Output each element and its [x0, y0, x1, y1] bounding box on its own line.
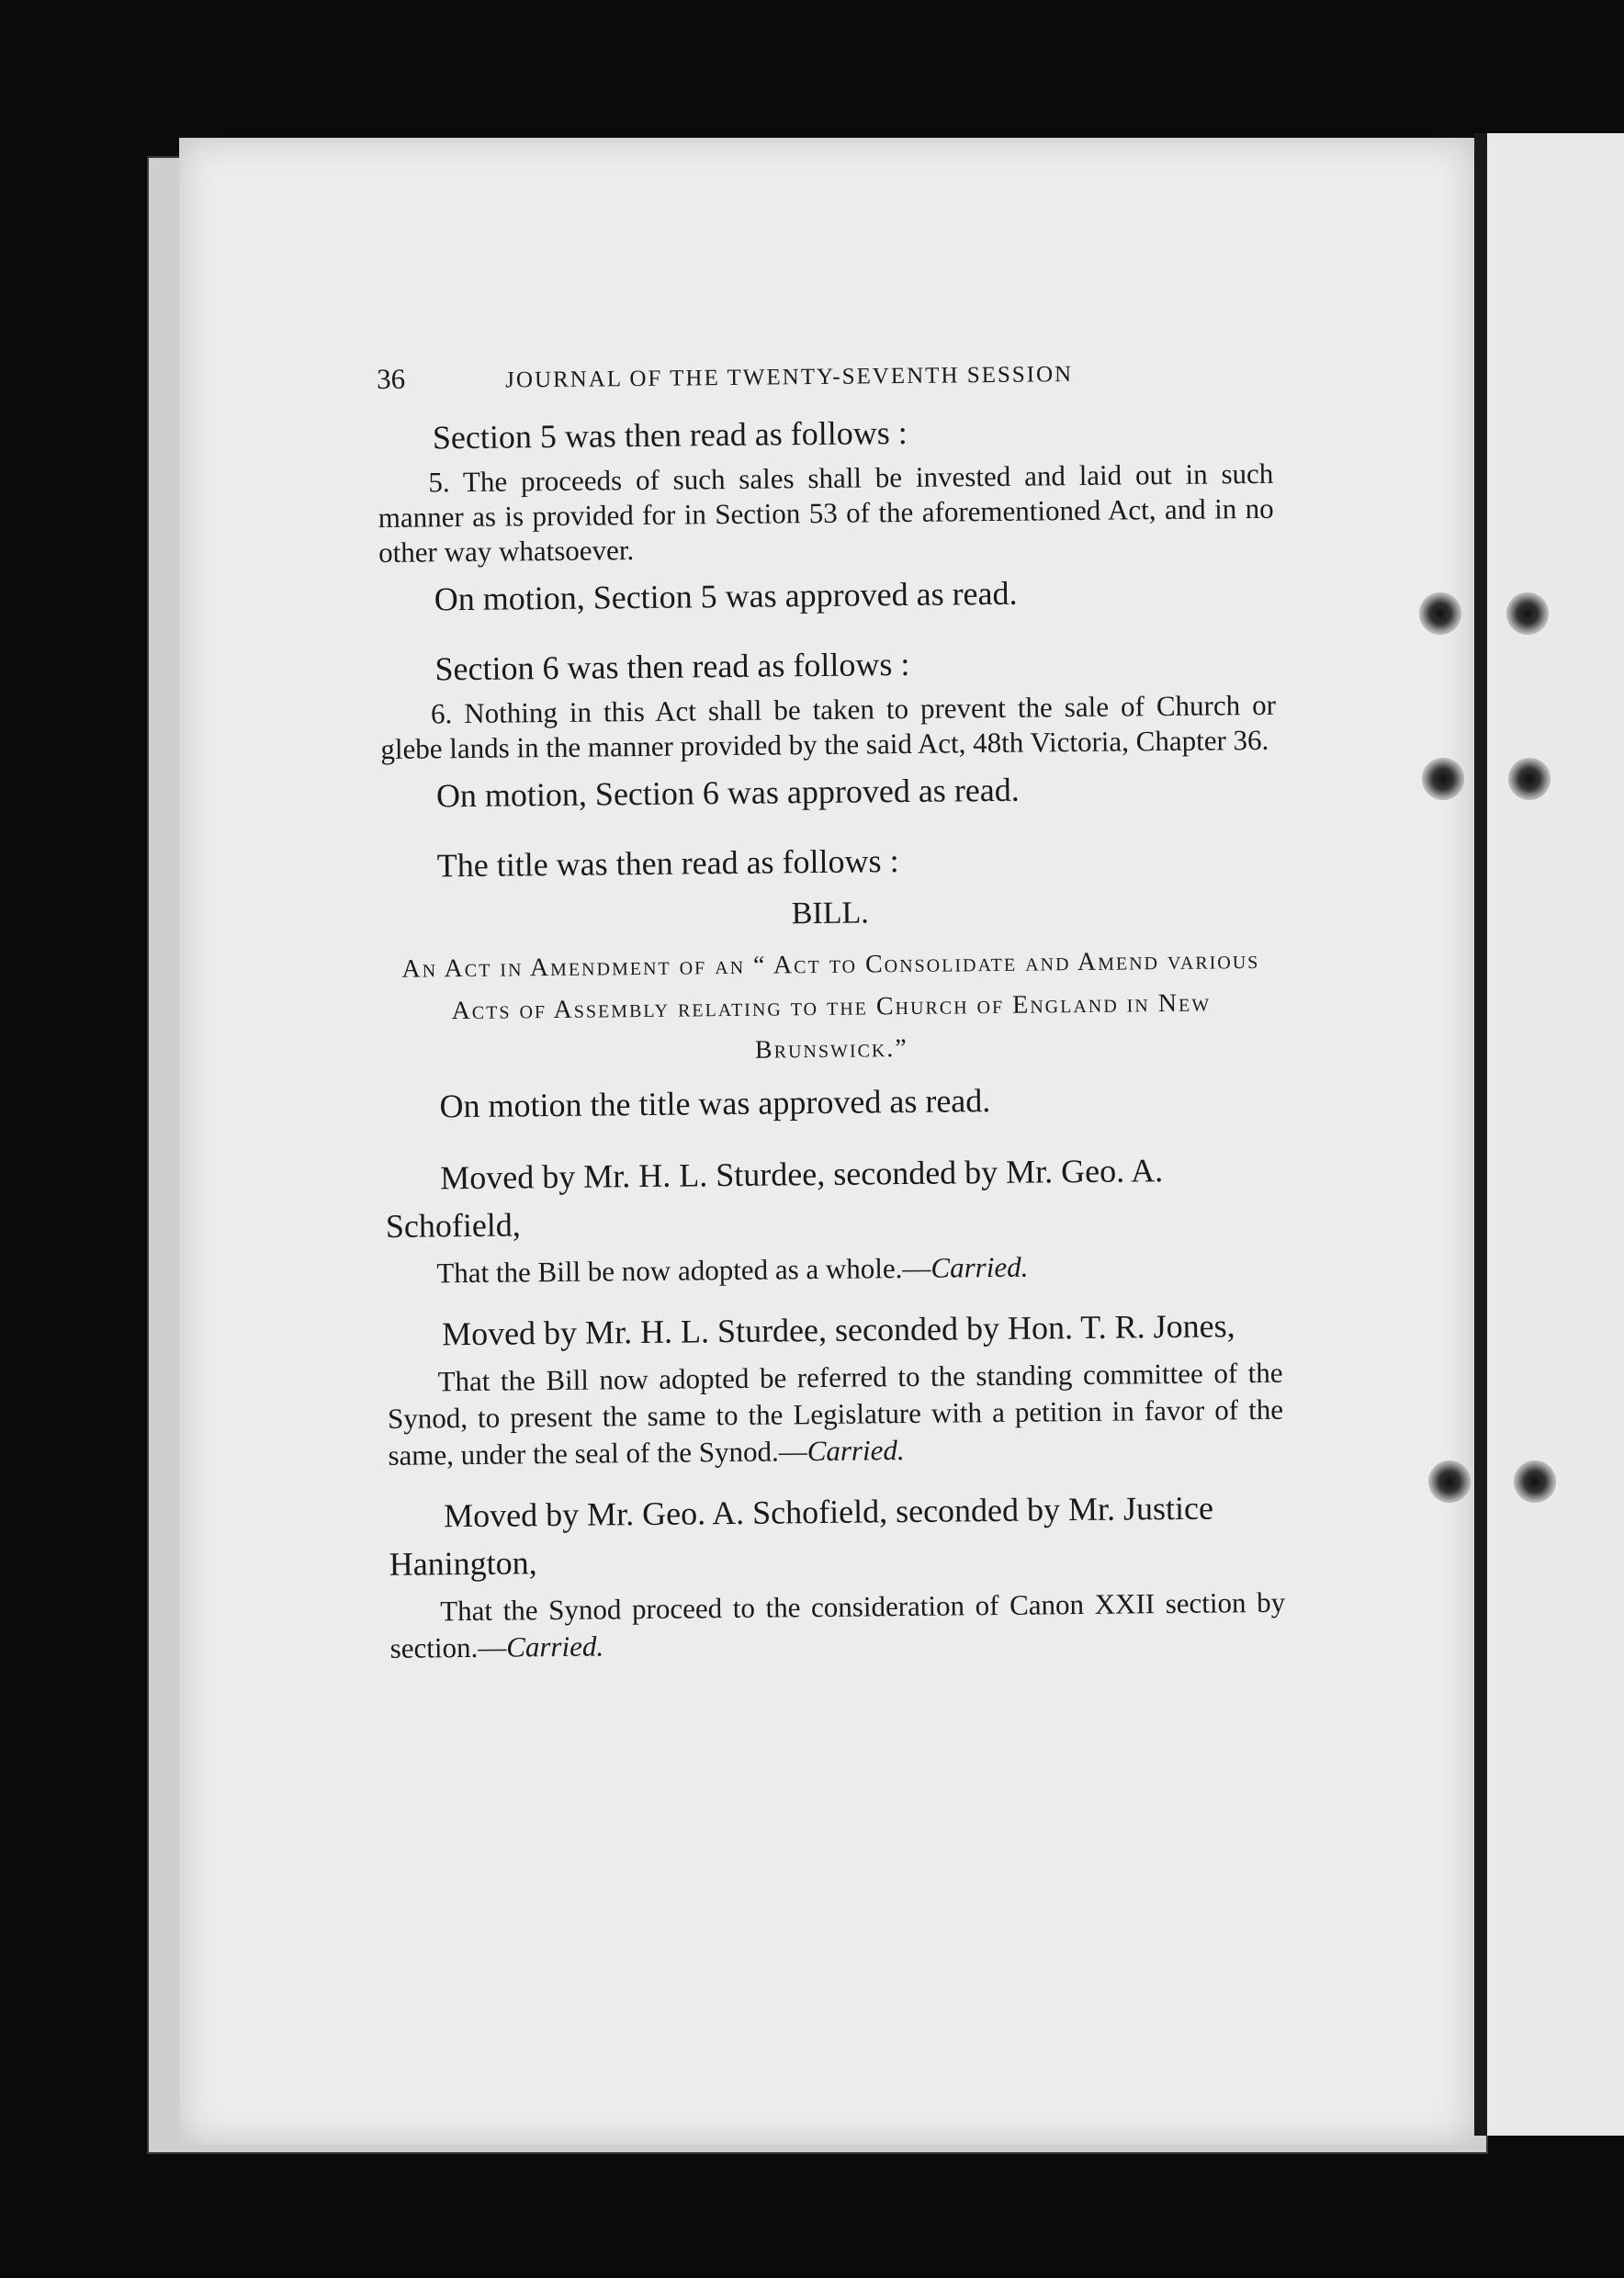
motion-1-moved: Moved by Mr. H. L. Sturdee, seconded by Mr. Geo. A. Schofield, [385, 1152, 1164, 1245]
motion-3-resolution: That the Synod proceed to the consideration of Canon XXII section by section.—Carried. [389, 1585, 1286, 1664]
binding-hole [1514, 1460, 1556, 1503]
section5-motion: On motion, Section 5 was approved as read. [434, 574, 1018, 618]
bill-heading: BILL. [791, 896, 870, 931]
title-motion: On motion the title was approved as read. [439, 1082, 991, 1125]
section6-body: Nothing in this Act shall be taken to prevent the sale of Church or glebe lands in the manner provided by the said Act, 48th Victoria, Chapter 36. [380, 688, 1277, 765]
binding-hole [1422, 758, 1464, 800]
binding-hole [1506, 592, 1549, 635]
section6-intro: Section 6 was then read as follows : [434, 645, 910, 688]
motion-2-resolution: That the Bill now adopted be referred to the standing committee of the Synod, to present the same to the Legislature with a petition in favor of the same, under the seal of the Synod.—Carried. [387, 1356, 1284, 1472]
motion-2-moved: Moved by Mr. H. L. Sturdee, seconded by Hon. T. R. Jones, [441, 1307, 1235, 1353]
section6-motion: On motion, Section 6 was approved as read. [435, 771, 1020, 815]
section5-number: 5. [428, 466, 450, 499]
carried-label: Carried. [806, 1434, 905, 1468]
motion-1-resolution: That the Bill be now adopted as a whole.—Carried. [436, 1250, 1029, 1290]
binding-hole [1508, 758, 1551, 800]
section6-text [380, 688, 1277, 767]
facing-page-edge [1474, 133, 1624, 2136]
running-head: JOURNAL OF THE TWENTY-SEVENTH SESSION [505, 362, 1074, 393]
carried-label: Carried. [506, 1630, 604, 1663]
section5-intro: Section 5 was then read as follows : [432, 413, 908, 457]
binding-hole [1428, 1460, 1471, 1503]
act-title: An Act in Amendment of an “ Act to Consolidate and Amend various Acts of Assembly relating to the Church of England in New Brunswick.” [401, 945, 1260, 1065]
section5-body: The proceeds of such sales shall be invested and laid out in such manner as is provided for in Section 53 of the aforementioned Act, and in no other way whatsoever. [378, 457, 1274, 569]
page-content [377, 354, 1286, 1686]
page-number: 36 [377, 362, 406, 395]
section5-text [378, 457, 1274, 570]
title-intro: The title was then read as follows : [436, 842, 899, 885]
carried-label: Carried. [930, 1250, 1029, 1284]
motion-3-moved: Moved by Mr. Geo. A. Schofield, seconded by Mr. Justice Hanington, [389, 1489, 1214, 1583]
section6-number: 6. [430, 697, 453, 730]
binding-hole [1419, 592, 1461, 635]
